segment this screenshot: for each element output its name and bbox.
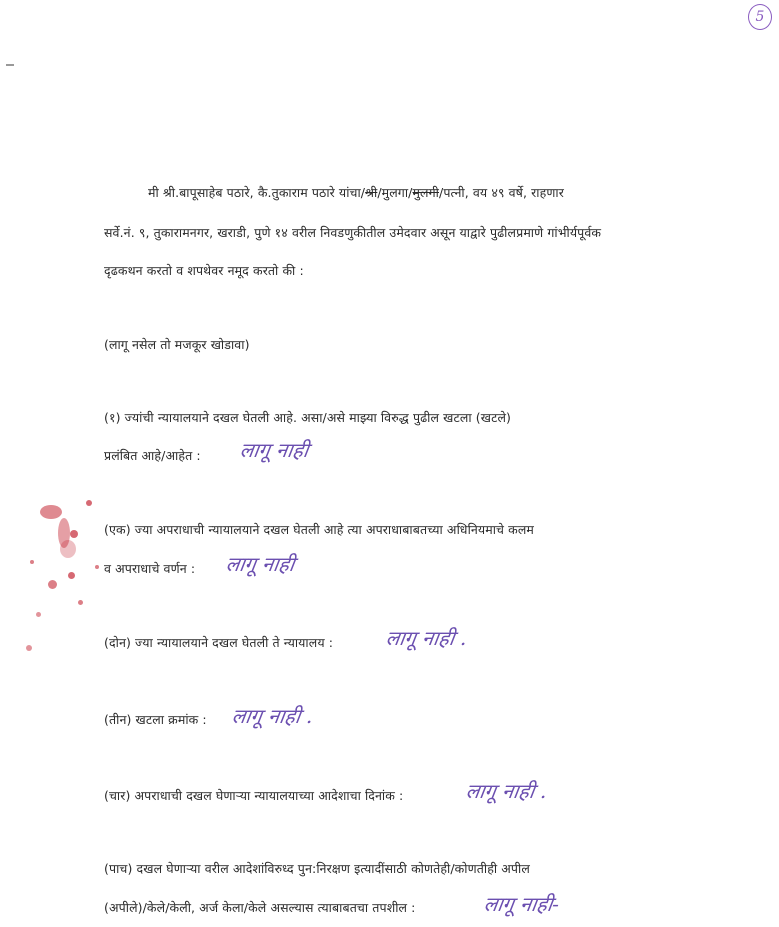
section-1-line-1: (१) ज्यांची न्यायालयाने दखल घेतली आहे. असा/असे माझ्या विरुद्ध पुढील खटला (खटले)	[104, 410, 512, 425]
declaration-line-3: दृढकथन करतो व शपथेवर नमूद करतो की :	[104, 263, 304, 278]
item-pach-line-1: (पाच) दखल घेणाऱ्या वरील आदेशांविरुध्द पुन:निरक्षण इत्यादींसाठी कोणतेही/कोणतीही अपील	[104, 861, 530, 876]
item-ek-answer: लागू नाही	[224, 552, 297, 576]
declaration-line-1: मी श्री.बापूसाहेब पठारे, कै.तुकाराम पठारे यांचा/श्री/मुलगा/मुलगी/पत्नी, वय ४९ वर्षे, राहणार	[148, 185, 564, 200]
section-1-line-2: प्रलंबित आहे/आहेत :	[104, 448, 201, 463]
item-ek-line-1: (एक) ज्या अपराधाची न्यायालयाने दखल घेतली आहे त्या अपराधाबाबतच्या अधिनियमाचे कलम	[104, 522, 534, 537]
item-teen-answer: लागू नाही .	[230, 704, 315, 728]
item-don-label: (दोन) ज्या न्यायालयाने दखल घेतली ते न्यायालय :	[104, 635, 334, 650]
item-pach-line-2: (अपीले)/केले/केली, अर्ज केला/केले असल्यास त्याबाबतचा तपशील :	[104, 900, 416, 915]
item-char-answer: लागू नाही .	[464, 779, 549, 803]
item-ek-line-2: व अपराधाचे वर्णन :	[104, 561, 196, 576]
item-char-label: (चार) अपराधाची दखल घेणाऱ्या न्यायालयाच्या आदेशाचा दिनांक :	[104, 788, 404, 803]
item-pach-answer: लागू नाही-	[482, 892, 561, 916]
margin-mark	[6, 64, 14, 66]
item-teen-label: (तीन) खटला क्रमांक :	[104, 712, 207, 727]
declaration-line-2: सर्वे.नं. ९, तुकारामनगर, खराडी, पुणे १४ वरील निवडणुकीतील उमेदवार असून याद्वारे पुढीलप्रमाणे गांभीर्यपूर्वक	[104, 225, 602, 240]
page-number: 5	[748, 4, 772, 30]
section-1-answer: लागू नाही	[238, 438, 311, 462]
item-don-answer: लागू नाही .	[384, 626, 469, 650]
strike-out-note: (लागू नसेल तो मजकूर खोडावा)	[104, 337, 250, 352]
